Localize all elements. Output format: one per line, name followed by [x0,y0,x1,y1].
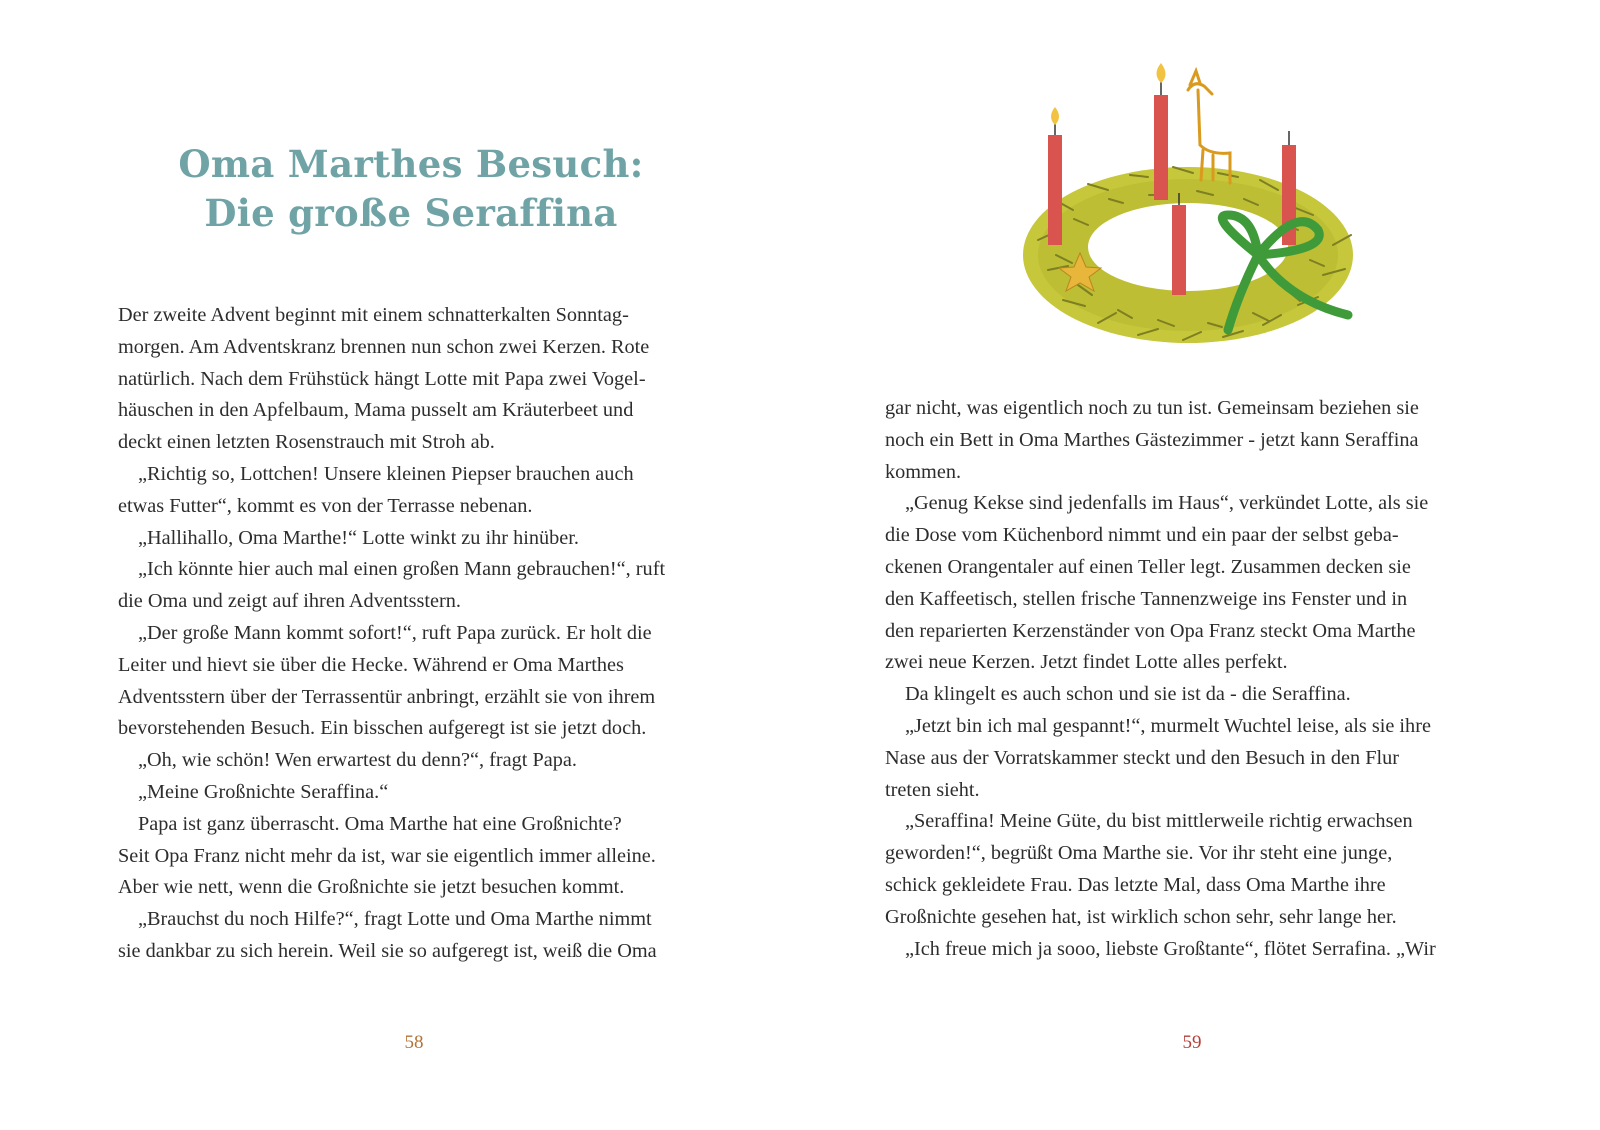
text-line: natürlich. Nach dem Frühstück hängt Lotte mit Papa zwei Vogel- [118,367,646,390]
advent-wreath-icon [1008,55,1368,375]
text-line: schick gekleidete Frau. Das letzte Mal, dass Oma Marthe ihre [885,873,1386,896]
llama-figure [1188,71,1230,183]
text-line: „Ich freue mich ja sooo, liebste Großtante“, flötet Serrafina. „Wir [905,937,1436,960]
text-line: zwei neue Kerzen. Jetzt findet Lotte alles perfekt. [885,651,1288,674]
right-page [800,0,1600,1130]
text-line: bevorstehenden Besuch. Ein bisschen aufgeregt ist sie jetzt doch. [118,717,647,740]
page-number-left: 58 [404,1032,424,1053]
text-line: gar nicht, was eigentlich noch zu tun ist. Gemeinsam beziehen sie [885,397,1419,419]
text-line: deckt einen letzten Rosenstrauch mit Stroh ab. [118,431,495,454]
chapter-title [118,140,704,238]
text-line: Der zweite Advent beginnt mit einem schnatterkalten Sonntag- [118,304,629,326]
chapter-title-line-2: Die große Seraffina [204,191,618,235]
text-line: Großnichte gesehen hat, ist wirklich schon sehr, sehr lange her. [885,905,1397,928]
text-line: kommen. [885,460,962,483]
text-line: Nase aus der Vorratskammer steckt und den Besuch in den Flur [885,746,1400,769]
right-page-text [885,393,1485,965]
candle-front [1172,205,1186,295]
text-line: „Der große Mann kommt sofort!“, ruft Papa zurück. Er holt die [138,621,652,644]
text-line: sie dankbar zu sich herein. Weil sie so aufgeregt ist, weiß die Oma [118,939,657,962]
text-line: Leiter und hievt sie über die Hecke. Während er Oma Marthes [118,653,624,676]
text-line: ckenen Orangentaler auf einen Teller legt. Zusammen decken sie [885,555,1411,578]
candle-left [1048,135,1062,245]
text-line: „Jetzt bin ich mal gespannt!“, murmelt Wuchtel leise, als sie ihre [905,714,1431,737]
text-line: etwas Futter“, kommt es von der Terrasse nebenan. [118,494,533,517]
text-line: „Seraffina! Meine Güte, du bist mittlerweile richtig erwachsen [905,810,1413,833]
text-line: Aber wie nett, wenn die Großnichte sie jetzt besuchen kommt. [118,876,625,899]
text-line: „Brauchst du noch Hilfe?“, fragt Lotte und Oma Marthe nimmt [138,908,652,931]
text-line: Papa ist ganz überrascht. Oma Marthe hat eine Großnichte? [138,812,622,835]
text-line: den reparierten Kerzenständer von Opa Franz steckt Oma Marthe [885,619,1416,642]
text-line: „Hallihallo, Oma Marthe!“ Lotte winkt zu ihr hinüber. [138,526,579,549]
flame-left [1051,107,1059,125]
text-line: Seit Opa Franz nicht mehr da ist, war sie eigentlich immer alleine. [118,844,656,867]
candle-back [1154,95,1168,200]
text-line: treten sieht. [885,778,980,801]
text-line: die Oma und zeigt auf ihren Adventsstern. [118,590,461,613]
text-line: geworden!“, begrüßt Oma Marthe sie. Vor ihr steht eine junge, [885,842,1393,865]
text-line: den Kaffeetisch, stellen frische Tannenzweige ins Fenster und in [885,587,1408,610]
text-line: „Genug Kekse sind jedenfalls im Haus“, verkündet Lotte, als sie [905,492,1429,515]
text-line: morgen. Am Adventskranz brennen nun schon zwei Kerzen. Rote [118,335,650,358]
text-line: „Meine Großnichte Seraffina.“ [138,780,389,803]
page-number-right: 59 [1182,1032,1202,1053]
text-line: die Dose vom Küchenbord nimmt und ein paar der selbst geba- [885,524,1399,547]
text-line: „Oh, wie schön! Wen erwartest du denn?“, fragt Papa. [138,749,577,772]
text-line: „Richtig so, Lottchen! Unsere kleinen Piepser brauchen auch [138,462,634,485]
text-line: noch ein Bett in Oma Marthes Gästezimmer - jetzt kann Seraffina [885,428,1419,451]
left-page-text [118,300,708,968]
text-line: Da klingelt es auch schon und sie ist da - die Seraffina. [905,683,1351,706]
flame-back [1157,63,1166,83]
chapter-title-line-1: Oma Marthes Besuch: [178,142,644,186]
text-line: häuschen in den Apfelbaum, Mama pusselt am Kräuterbeet und [118,399,634,422]
text-line: „Ich könnte hier auch mal einen großen Mann gebrauchen!“, ruft [138,558,666,581]
text-line: Adventsstern über der Terrassentür anbringt, erzählt sie von ihrem [118,685,656,708]
